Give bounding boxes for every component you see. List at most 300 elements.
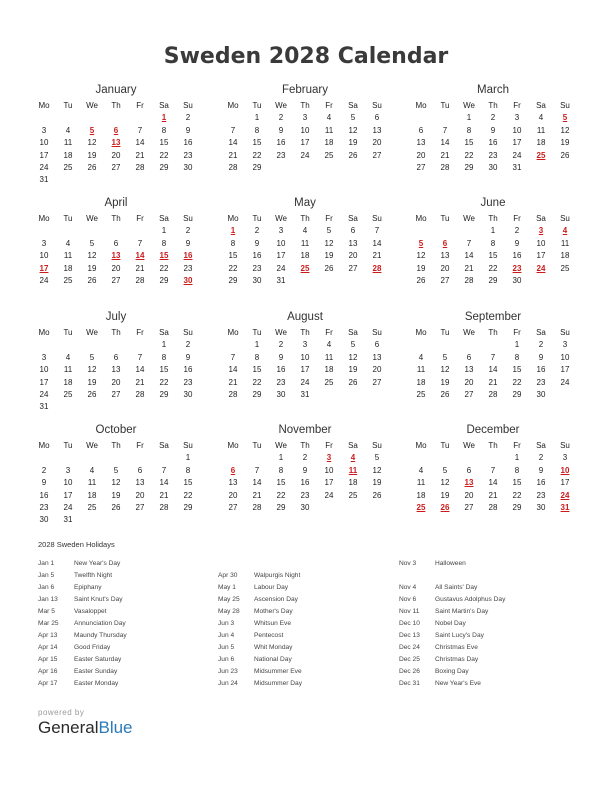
- day-cell: 2: [538, 340, 544, 350]
- holiday-row: [38, 582, 218, 594]
- day-cell: 25: [63, 389, 73, 399]
- empty-day: [56, 452, 80, 464]
- day-cell: 15: [183, 478, 193, 488]
- weekday-header: Th: [488, 328, 498, 337]
- holiday-date: Apr 16: [38, 668, 58, 676]
- day-cell: 1: [278, 453, 284, 463]
- day-cell: 30: [300, 502, 310, 512]
- weekday-header: Tu: [63, 328, 73, 337]
- day-cell: 16: [183, 138, 193, 148]
- holiday-name: Easter Sunday: [74, 668, 118, 676]
- empty-day: [433, 225, 457, 237]
- day-cell: 5: [89, 352, 95, 362]
- day-cell: 18: [63, 150, 73, 160]
- empty-day: [457, 225, 481, 237]
- day-cell: 15: [488, 251, 498, 261]
- weekday-header: Mo: [227, 441, 239, 450]
- holiday-name: New Year's Eve: [435, 680, 481, 688]
- day-cell: 18: [348, 478, 358, 488]
- holiday-day: 5: [418, 238, 424, 248]
- day-cell: 15: [252, 365, 262, 375]
- day-cell: 21: [464, 263, 474, 273]
- weekday-header: Tu: [440, 101, 450, 110]
- day-cell: 6: [350, 226, 356, 236]
- day-cell: 12: [348, 352, 358, 362]
- day-cell: 27: [228, 502, 238, 512]
- day-cell: 6: [374, 113, 380, 123]
- day-cell: 15: [228, 251, 238, 261]
- holiday-date: Jun 5: [218, 644, 235, 652]
- weekday-header: We: [463, 214, 475, 223]
- holiday-day: 6: [442, 238, 448, 248]
- holiday-date: Jan 13: [38, 596, 58, 604]
- day-cell: 9: [538, 465, 544, 475]
- empty-day: [409, 339, 433, 351]
- empty-day: [32, 112, 56, 124]
- holidays-title: 2028 Sweden Holidays: [38, 540, 115, 549]
- day-cell: 22: [512, 377, 522, 387]
- month-july: [32, 309, 200, 414]
- day-cell: 20: [372, 365, 382, 375]
- day-cell: 12: [87, 251, 97, 261]
- day-cell: 7: [137, 238, 143, 248]
- holiday-day: 16: [183, 251, 193, 261]
- day-cell: 13: [228, 478, 238, 488]
- brand-name-part2: Blue: [98, 718, 133, 737]
- day-cell: 27: [111, 162, 121, 172]
- weekday-header: Fr: [136, 101, 144, 110]
- holiday-day: 5: [89, 125, 95, 135]
- month-december: [409, 422, 577, 514]
- weekday-header: Sa: [536, 101, 546, 110]
- empty-day: [221, 112, 245, 124]
- day-cell: 3: [562, 340, 568, 350]
- day-cell: 30: [39, 515, 49, 525]
- holiday-row: [38, 570, 218, 582]
- month-days-grid: [32, 440, 200, 527]
- holiday-date: Jun 23: [218, 668, 238, 676]
- day-cell: 21: [228, 150, 238, 160]
- holiday-day: 23: [512, 263, 522, 273]
- empty-day: [80, 225, 104, 237]
- day-cell: 13: [348, 238, 358, 248]
- day-cell: 18: [536, 138, 546, 148]
- day-cell: 24: [39, 275, 49, 285]
- weekday-header: Fr: [513, 328, 521, 337]
- month-days-grid: [409, 100, 577, 174]
- weekday-header: Tu: [252, 441, 262, 450]
- empty-day: [56, 225, 80, 237]
- holiday-day: 17: [39, 263, 49, 273]
- day-cell: 28: [488, 389, 498, 399]
- day-cell: 14: [464, 251, 474, 261]
- weekday-header: Mo: [38, 328, 50, 337]
- day-cell: 4: [65, 352, 71, 362]
- day-cell: 27: [111, 275, 121, 285]
- holiday-date: Nov 6: [399, 596, 417, 604]
- weekday-header: Fr: [136, 328, 144, 337]
- empty-day: [56, 339, 80, 351]
- month-days-grid: [409, 213, 577, 287]
- day-cell: 20: [372, 138, 382, 148]
- day-cell: 15: [159, 365, 169, 375]
- day-cell: 30: [488, 162, 498, 172]
- day-cell: 29: [252, 162, 262, 172]
- day-cell: 12: [348, 125, 358, 135]
- day-cell: 9: [302, 465, 308, 475]
- weekday-header: Su: [183, 328, 193, 337]
- day-cell: 14: [228, 365, 238, 375]
- day-cell: 3: [514, 113, 520, 123]
- holidays-column: [38, 558, 218, 691]
- day-cell: 4: [65, 125, 71, 135]
- day-cell: 29: [159, 275, 169, 285]
- day-cell: 30: [183, 389, 193, 399]
- day-cell: 18: [300, 251, 310, 261]
- holiday-date: Nov 11: [399, 608, 420, 616]
- holiday-row: [399, 654, 579, 666]
- holiday-date: Dec 24: [399, 644, 420, 652]
- day-cell: 8: [161, 238, 167, 248]
- day-cell: 1: [161, 340, 167, 350]
- day-cell: 28: [135, 162, 145, 172]
- day-cell: 12: [440, 478, 450, 488]
- weekday-header: Th: [111, 441, 121, 450]
- holiday-day: 5: [562, 113, 568, 123]
- day-cell: 24: [276, 263, 286, 273]
- weekday-header: Th: [488, 101, 498, 110]
- holiday-name: Vasaloppet: [74, 608, 107, 616]
- day-cell: 18: [560, 251, 570, 261]
- day-cell: 8: [254, 352, 260, 362]
- weekday-header: Mo: [415, 101, 427, 110]
- holiday-name: Nobel Day: [435, 620, 466, 628]
- day-cell: 9: [278, 125, 284, 135]
- day-cell: 3: [41, 238, 47, 248]
- day-cell: 10: [536, 238, 546, 248]
- holiday-row: [38, 666, 218, 678]
- holiday-name: Labour Day: [254, 584, 289, 592]
- holiday-name: Pentecost: [254, 632, 284, 640]
- empty-day: [433, 452, 457, 464]
- weekday-header: We: [463, 328, 475, 337]
- holiday-date: May 1: [218, 584, 236, 592]
- holiday-date: Apr 13: [38, 632, 58, 640]
- day-cell: 26: [416, 275, 426, 285]
- day-cell: 17: [63, 490, 73, 500]
- month-days-grid: [221, 213, 389, 287]
- weekday-header: Sa: [348, 214, 358, 223]
- weekday-header: We: [275, 214, 287, 223]
- day-cell: 22: [488, 263, 498, 273]
- day-cell: 18: [416, 377, 426, 387]
- holiday-date: Mar 25: [38, 620, 59, 628]
- empty-day: [128, 452, 152, 464]
- day-cell: 24: [39, 389, 49, 399]
- day-cell: 1: [514, 340, 520, 350]
- month-name: August: [287, 311, 323, 323]
- month-name: October: [95, 424, 137, 436]
- holiday-day: 13: [111, 251, 121, 261]
- holiday-date: Dec 25: [399, 656, 420, 664]
- day-cell: 11: [324, 125, 334, 135]
- day-cell: 20: [111, 263, 121, 273]
- day-cell: 4: [89, 465, 95, 475]
- holiday-row: [218, 594, 398, 606]
- month-name: May: [294, 197, 316, 209]
- day-cell: 6: [374, 340, 380, 350]
- day-cell: 6: [418, 125, 424, 135]
- holiday-name: Walpurgis Night: [254, 572, 301, 579]
- empty-day: [128, 225, 152, 237]
- month-days-grid: [32, 213, 200, 287]
- holiday-name: Twelfth Night: [74, 572, 113, 580]
- month-days-grid: [221, 327, 389, 401]
- day-cell: 2: [254, 226, 260, 236]
- holiday-row: [399, 606, 579, 618]
- holiday-row: [399, 666, 579, 678]
- day-cell: 18: [324, 365, 334, 375]
- weekday-header: Su: [560, 441, 570, 450]
- holiday-row: [399, 558, 579, 570]
- day-cell: 26: [440, 389, 450, 399]
- holiday-date: May 28: [218, 608, 240, 616]
- holiday-date: Dec 31: [399, 680, 420, 688]
- holiday-row: [38, 558, 218, 570]
- day-cell: 17: [300, 365, 310, 375]
- holiday-row: [218, 666, 398, 678]
- day-cell: 21: [252, 490, 262, 500]
- day-cell: 25: [560, 263, 570, 273]
- holiday-date: Dec 26: [399, 668, 420, 676]
- day-cell: 29: [276, 502, 286, 512]
- day-cell: 2: [278, 113, 284, 123]
- weekday-header: We: [86, 101, 98, 110]
- day-cell: 2: [185, 226, 191, 236]
- day-cell: 3: [302, 113, 308, 123]
- weekday-header: We: [275, 441, 287, 450]
- weekday-header: Mo: [38, 101, 50, 110]
- weekday-header: Fr: [325, 328, 333, 337]
- day-cell: 10: [39, 138, 49, 148]
- day-cell: 27: [464, 502, 474, 512]
- day-cell: 21: [135, 150, 145, 160]
- day-cell: 23: [300, 490, 310, 500]
- day-cell: 1: [466, 113, 472, 123]
- day-cell: 31: [39, 402, 49, 412]
- day-cell: 10: [39, 365, 49, 375]
- day-cell: 19: [324, 251, 334, 261]
- day-cell: 22: [228, 263, 238, 273]
- day-cell: 26: [324, 263, 334, 273]
- weekday-header: Th: [300, 441, 310, 450]
- holiday-day: 13: [464, 478, 474, 488]
- weekday-header: Tu: [63, 441, 73, 450]
- weekday-header: Th: [488, 214, 498, 223]
- day-cell: 17: [536, 251, 546, 261]
- day-cell: 1: [185, 453, 191, 463]
- empty-day: [221, 452, 245, 464]
- day-cell: 27: [440, 275, 450, 285]
- day-cell: 5: [89, 238, 95, 248]
- day-cell: 10: [560, 352, 570, 362]
- day-cell: 19: [87, 377, 97, 387]
- holiday-name: Gustavus Adolphus Day: [435, 596, 506, 604]
- weekday-header: Tu: [252, 328, 262, 337]
- empty-day: [433, 339, 457, 351]
- month-name: January: [95, 84, 137, 96]
- day-cell: 4: [326, 113, 332, 123]
- day-cell: 13: [372, 352, 382, 362]
- day-cell: 8: [514, 352, 520, 362]
- holiday-row: [38, 654, 218, 666]
- day-cell: 23: [252, 263, 262, 273]
- day-cell: 6: [466, 465, 472, 475]
- day-cell: 2: [41, 465, 47, 475]
- day-cell: 16: [183, 365, 193, 375]
- day-cell: 11: [416, 478, 426, 488]
- day-cell: 12: [87, 365, 97, 375]
- day-cell: 15: [276, 478, 286, 488]
- holiday-name: Saint Lucy's Day: [435, 632, 484, 640]
- day-cell: 16: [512, 251, 522, 261]
- day-cell: 28: [159, 502, 169, 512]
- day-cell: 20: [111, 150, 121, 160]
- day-cell: 28: [135, 275, 145, 285]
- brand-logo: [38, 708, 133, 738]
- empty-day: [32, 339, 56, 351]
- day-cell: 13: [135, 478, 145, 488]
- day-cell: 24: [300, 377, 310, 387]
- weekday-header: Su: [560, 214, 570, 223]
- day-cell: 5: [442, 465, 448, 475]
- day-cell: 4: [326, 340, 332, 350]
- day-cell: 20: [111, 377, 121, 387]
- empty-day: [104, 225, 128, 237]
- holiday-row: [38, 642, 218, 654]
- day-cell: 26: [372, 490, 382, 500]
- month-april: [32, 195, 200, 287]
- day-cell: 20: [464, 377, 474, 387]
- empty-day: [104, 112, 128, 124]
- weekday-header: Su: [372, 214, 382, 223]
- day-cell: 30: [252, 275, 262, 285]
- day-cell: 8: [161, 125, 167, 135]
- day-cell: 9: [185, 238, 191, 248]
- day-cell: 12: [440, 365, 450, 375]
- holiday-name: Saint Knut's Day: [74, 596, 123, 604]
- day-cell: 19: [440, 490, 450, 500]
- day-cell: 16: [300, 478, 310, 488]
- day-cell: 7: [466, 238, 472, 248]
- holiday-row: [38, 630, 218, 642]
- holiday-row: [38, 618, 218, 630]
- weekday-header: Sa: [159, 101, 169, 110]
- day-cell: 20: [440, 263, 450, 273]
- holiday-name: Ascension Day: [254, 596, 298, 604]
- day-cell: 19: [348, 365, 358, 375]
- day-cell: 30: [536, 389, 546, 399]
- weekday-header: Sa: [536, 328, 546, 337]
- holiday-day: 25: [536, 150, 546, 160]
- holiday-date: Jan 6: [38, 584, 55, 592]
- day-cell: 21: [135, 377, 145, 387]
- day-cell: 8: [230, 238, 236, 248]
- weekday-header: Mo: [415, 328, 427, 337]
- day-cell: 16: [536, 478, 546, 488]
- holiday-day: 1: [230, 226, 236, 236]
- day-cell: 29: [159, 389, 169, 399]
- day-cell: 28: [440, 162, 450, 172]
- weekday-header: Tu: [440, 328, 450, 337]
- weekday-header: Sa: [536, 441, 546, 450]
- holiday-date: Apr 15: [38, 656, 58, 664]
- day-cell: 20: [135, 490, 145, 500]
- day-cell: 19: [560, 138, 570, 148]
- weekday-header: Su: [183, 101, 193, 110]
- weekday-header: We: [275, 328, 287, 337]
- holiday-row: [38, 678, 218, 690]
- day-cell: 7: [490, 465, 496, 475]
- page-title: Sweden 2028 Calendar: [163, 44, 449, 69]
- day-cell: 21: [228, 377, 238, 387]
- day-cell: 1: [254, 340, 260, 350]
- holiday-row: [399, 594, 579, 606]
- day-cell: 26: [87, 162, 97, 172]
- weekday-header: Fr: [325, 101, 333, 110]
- weekday-header: Mo: [227, 214, 239, 223]
- empty-day: [104, 452, 128, 464]
- day-cell: 10: [276, 238, 286, 248]
- weekday-header: Tu: [440, 441, 450, 450]
- day-cell: 30: [276, 389, 286, 399]
- weekday-header: We: [275, 101, 287, 110]
- weekday-header: Mo: [38, 214, 50, 223]
- day-cell: 7: [161, 465, 167, 475]
- holiday-date: Apr 14: [38, 644, 58, 652]
- weekday-header: Fr: [136, 214, 144, 223]
- day-cell: 22: [252, 150, 262, 160]
- weekday-header: Fr: [513, 441, 521, 450]
- day-cell: 29: [464, 162, 474, 172]
- holiday-day: 3: [538, 226, 544, 236]
- month-january: [32, 82, 200, 187]
- brand-name: [38, 718, 133, 738]
- day-cell: 23: [39, 502, 49, 512]
- day-cell: 25: [324, 150, 334, 160]
- holiday-day: 25: [416, 502, 426, 512]
- weekday-header: Mo: [38, 441, 50, 450]
- day-cell: 12: [372, 465, 382, 475]
- holiday-date: Dec 13: [399, 632, 420, 640]
- weekday-header: Tu: [63, 214, 73, 223]
- day-cell: 1: [254, 113, 260, 123]
- month-november: [221, 422, 389, 514]
- holiday-date: May 25: [218, 596, 240, 604]
- day-cell: 27: [111, 389, 121, 399]
- day-cell: 8: [185, 465, 191, 475]
- day-cell: 24: [512, 150, 522, 160]
- month-days-grid: [409, 327, 577, 401]
- holiday-date: Apr 17: [38, 680, 58, 688]
- holiday-day: 4: [350, 453, 356, 463]
- month-august: [221, 309, 389, 401]
- weekday-header: Mo: [415, 214, 427, 223]
- day-cell: 16: [276, 138, 286, 148]
- empty-day: [457, 339, 481, 351]
- weekday-header: Fr: [513, 101, 521, 110]
- day-cell: 17: [512, 138, 522, 148]
